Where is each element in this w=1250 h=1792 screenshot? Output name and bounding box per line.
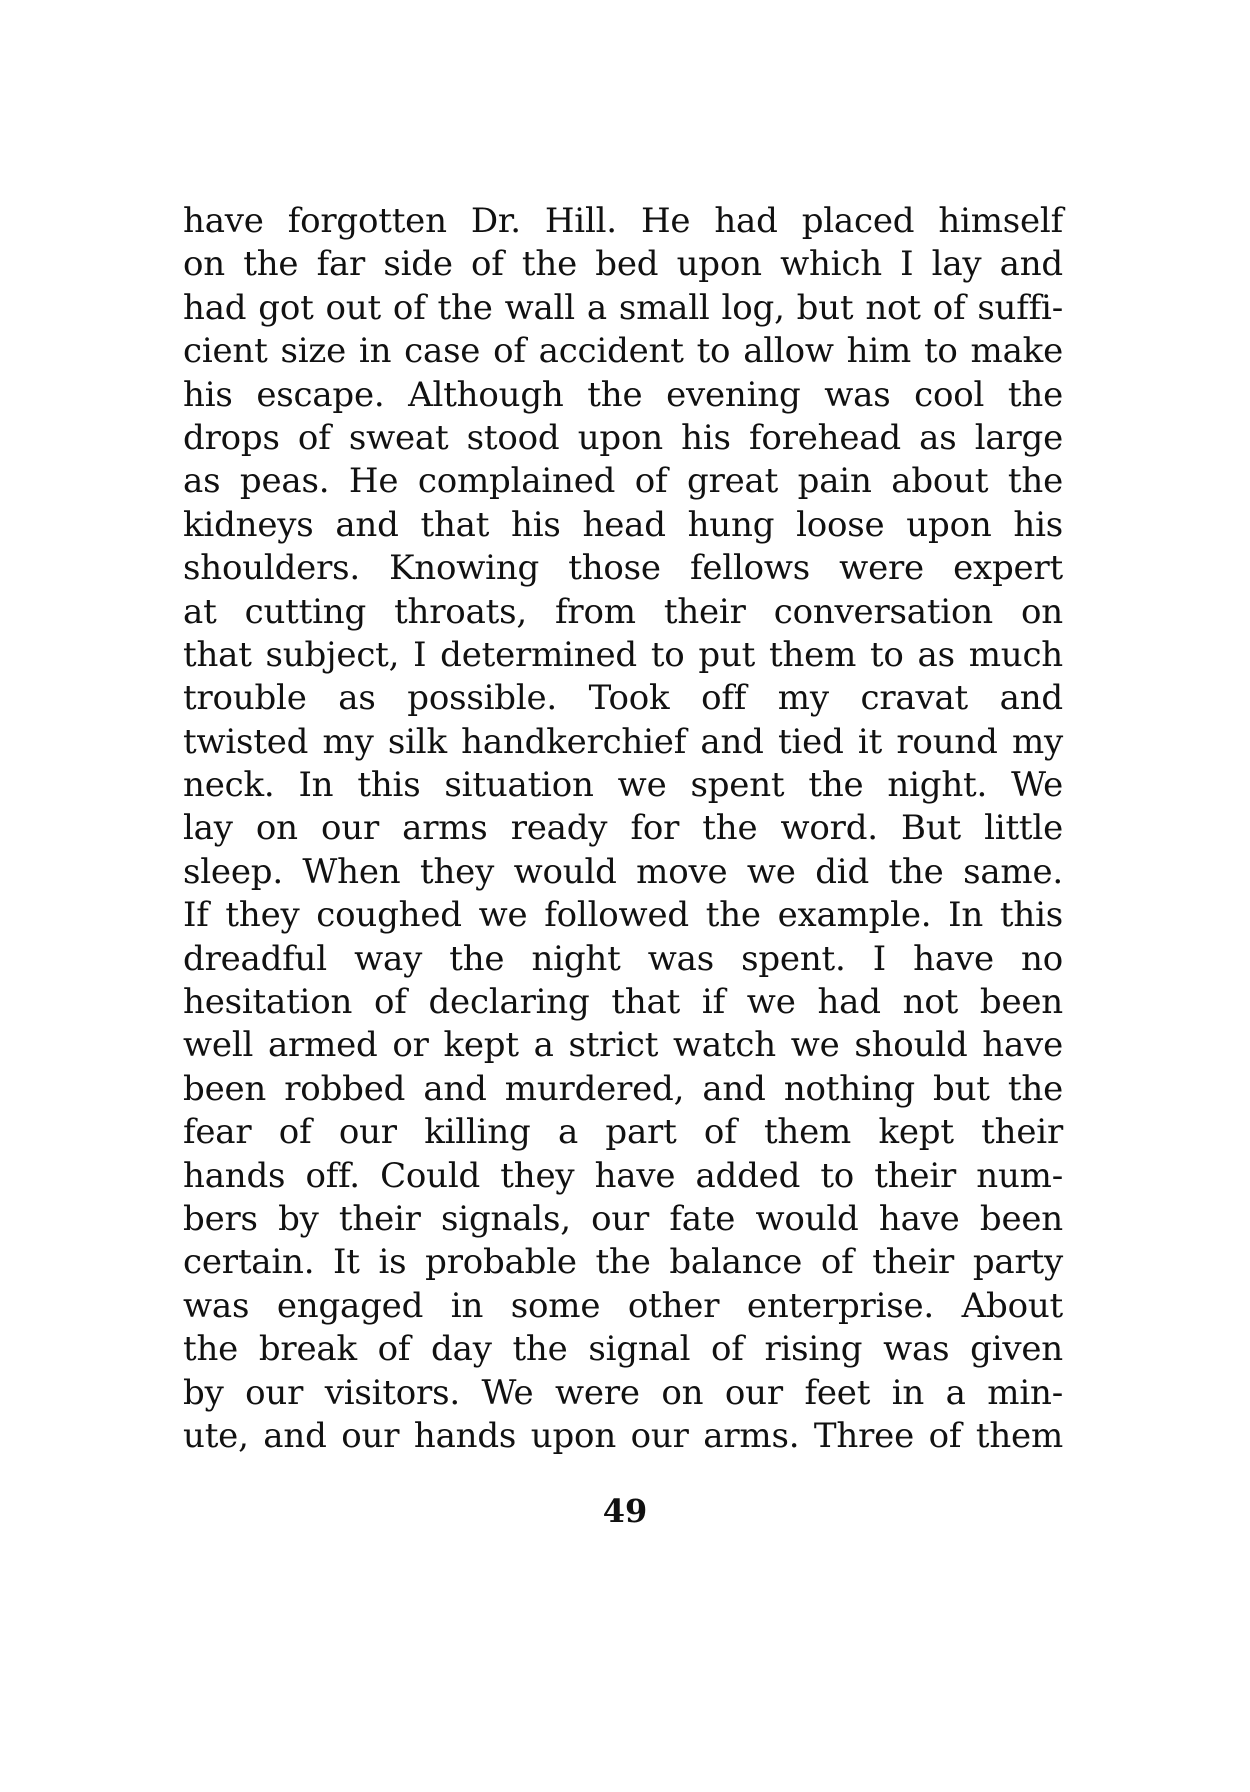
text-line: dreadful way the night was spent. I have no: [183, 938, 1063, 979]
text-line: was engaged in some other enterprise. About: [183, 1285, 1063, 1326]
text-line: well armed or kept a strict watch we should have: [183, 1025, 1063, 1066]
text-line: on the far side of the bed upon which I lay and: [183, 244, 1063, 285]
text-line: sleep. When they would move we did the same.: [183, 851, 1063, 892]
text-line: have forgotten Dr. Hill. He had placed himself: [183, 201, 1063, 241]
text-line: bers by their signals, our fate would have been: [183, 1198, 1063, 1239]
text-line: lay on our arms ready for the word. But little: [183, 808, 1063, 849]
text-line: shoulders. Knowing those fellows were expert: [183, 548, 1063, 589]
text-line: If they coughed we followed the example. In this: [183, 895, 1063, 936]
text-line: that subject, I determined to put them to as much: [183, 634, 1063, 675]
text-line: by our visitors. We were on our feet in a min-: [183, 1372, 1063, 1413]
text-line: his escape. Although the evening was cool the: [183, 374, 1063, 415]
text-line: had got out of the wall a small log, but not of suffi-: [183, 287, 1063, 328]
text-line: ute, and our hands upon our arms. Three of them: [183, 1415, 1063, 1456]
text-line: twisted my silk handkerchief and tied it round my: [183, 721, 1063, 762]
text-line: hands off. Could they have added to their num-: [183, 1155, 1063, 1196]
text-line: as peas. He complained of great pain about the: [183, 461, 1063, 502]
text-line: at cutting throats, from their conversation on: [183, 591, 1063, 632]
text-line: fear of our killing a part of them kept their: [183, 1112, 1063, 1153]
text-line: been robbed and murdered, and nothing but the: [183, 1068, 1063, 1109]
text-line: the break of day the signal of rising was given: [183, 1329, 1063, 1370]
page-number: 49: [602, 1492, 648, 1530]
text-line: kidneys and that his head hung loose upon his: [183, 504, 1063, 545]
text-line: drops of sweat stood upon his forehead as large: [183, 417, 1063, 458]
text-line: cient size in case of accident to allow him to make: [183, 331, 1063, 372]
text-line: hesitation of declaring that if we had not been: [183, 982, 1063, 1023]
text-line: neck. In this situation we spent the night. We: [183, 765, 1063, 806]
text-line: certain. It is probable the balance of their party: [183, 1242, 1063, 1283]
body-text: [183, 200, 1063, 1458]
text-line: trouble as possible. Took off my cravat and: [183, 678, 1063, 719]
